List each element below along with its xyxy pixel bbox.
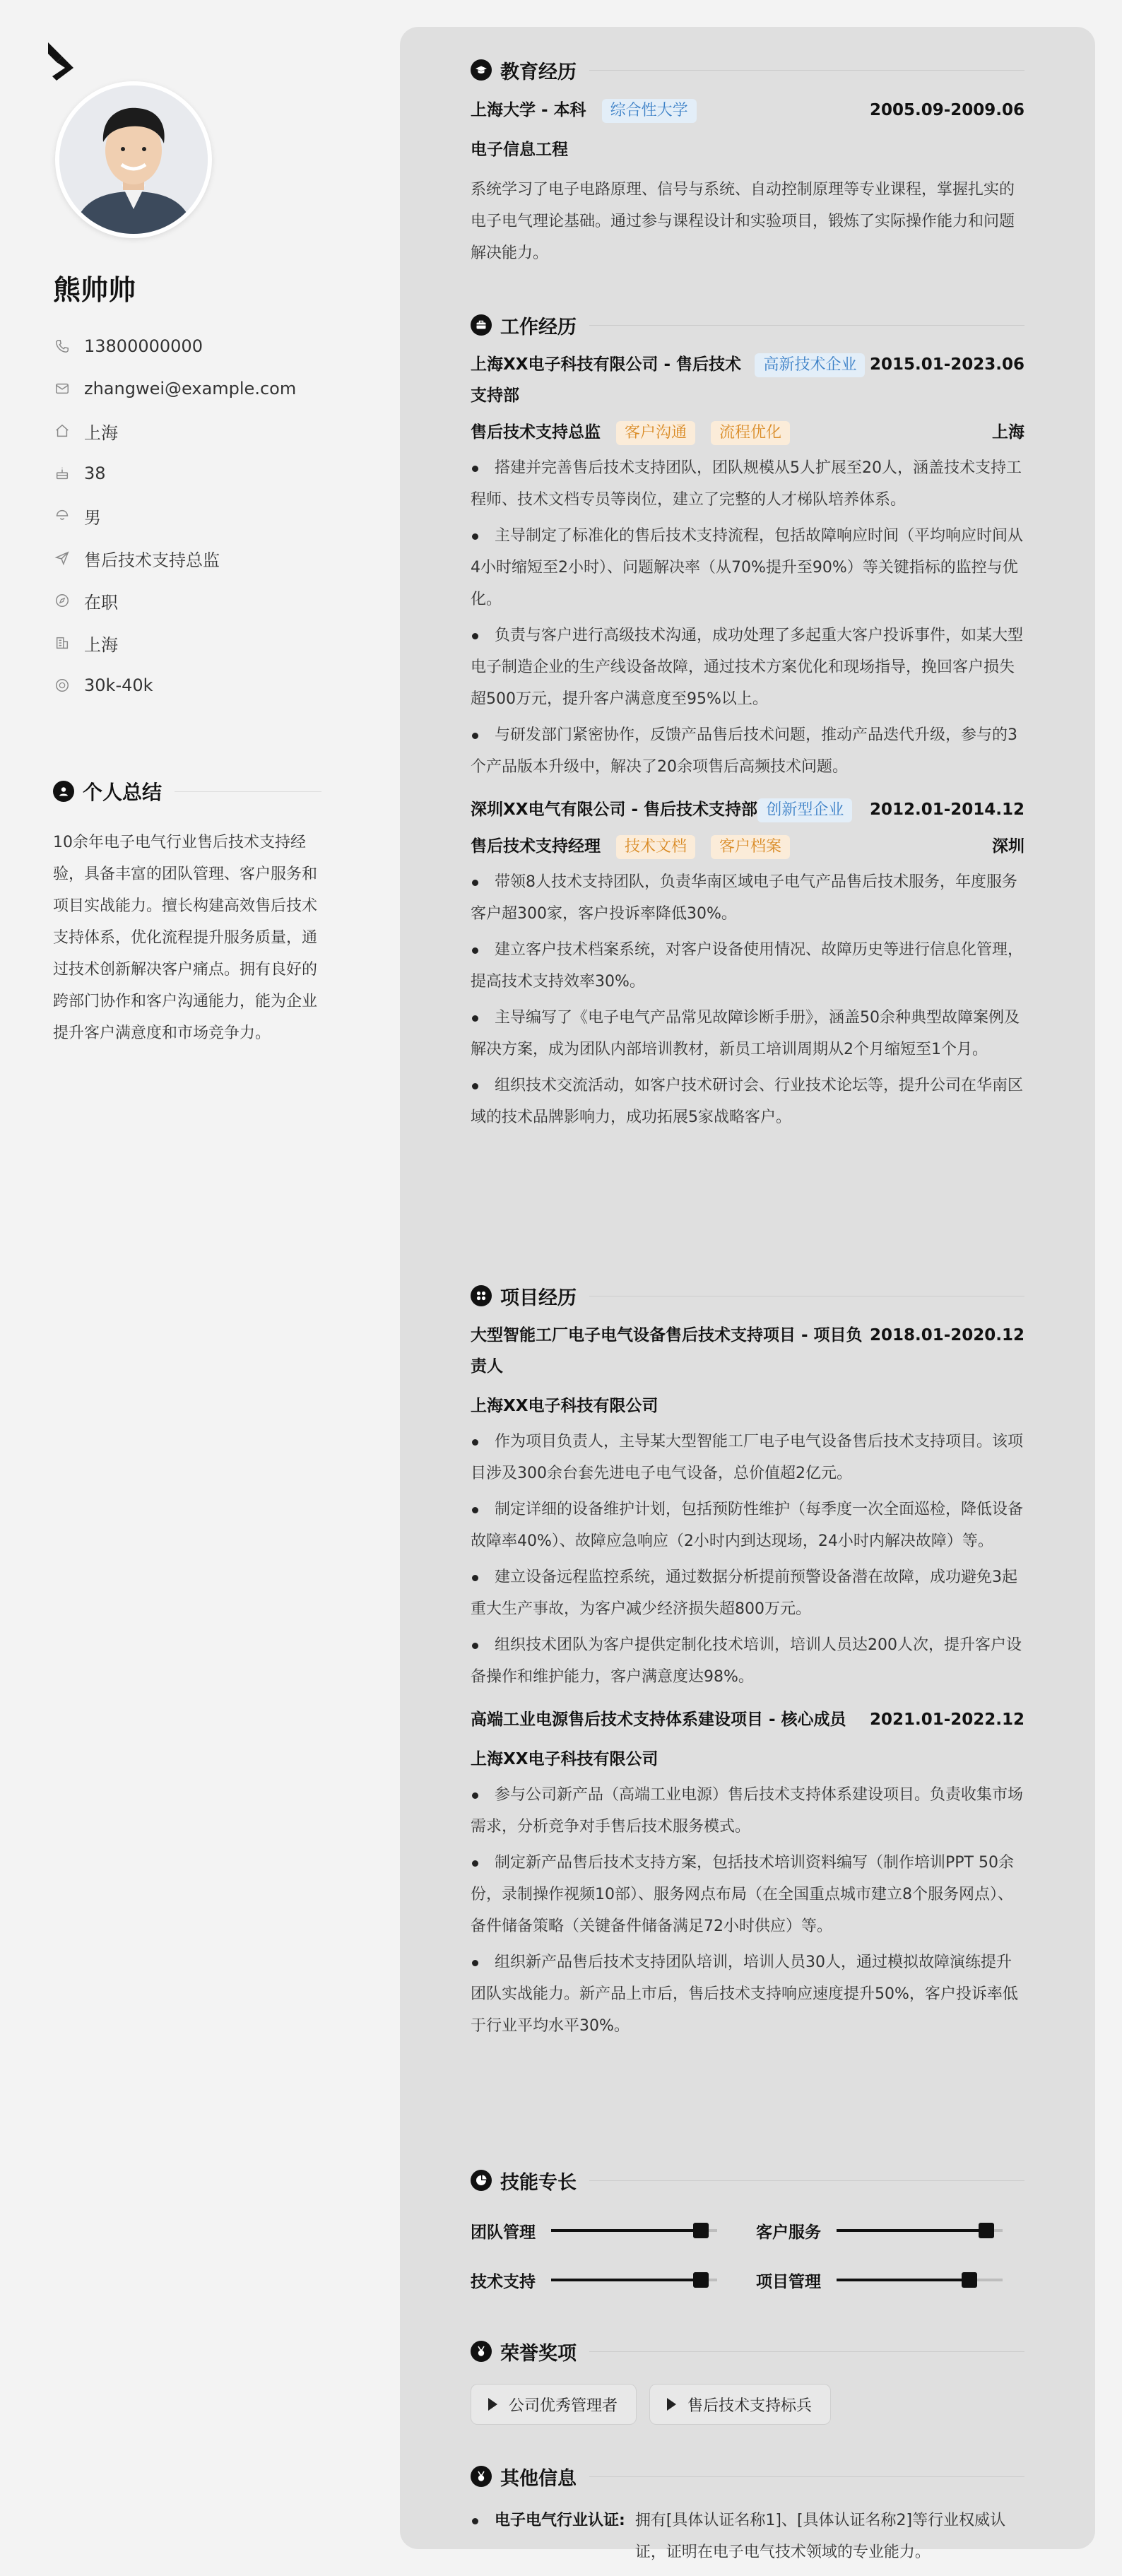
job-bullet: 负责与客户进行高级技术沟通，成功处理了多起重大客户投诉事件，如某大型电子制造企业的生产线设备故障，通过技术方案优化和现场指导，挽回客户损失超500万元，提升客户满意度至95%以上。 xyxy=(471,620,1024,715)
job-bullet: 组织技术交流活动，如客户技术研讨会、行业技术论坛等，提升公司在华南区域的技术品牌影响力，成功拓展5家战略客户。 xyxy=(471,1070,1024,1133)
info-status xyxy=(53,579,350,622)
briefcase-icon xyxy=(471,314,492,336)
sidebar xyxy=(0,0,374,2576)
other-key: 电子电气行业认证: xyxy=(471,2505,625,2568)
skills-divider xyxy=(589,2180,1024,2181)
job-bullet: 搭建并完善售后技术支持团队，团队规模从5人扩展至20人，涵盖技术支持工程师、技术文档专员等岗位，建立了完整的人才梯队培养体系。 xyxy=(471,452,1024,516)
city-value: 上海 xyxy=(84,634,118,655)
project-bullets xyxy=(471,1426,1024,1693)
education-heading xyxy=(471,56,1024,84)
project-bullet: 建立设备远程监控系统，通过数据分析提前预警设备潜在故障，成功避免3起重大生产事故，为客户减少经济损失超800万元。 xyxy=(471,1561,1024,1625)
skills-grid xyxy=(471,2206,1024,2305)
job-bullets xyxy=(471,866,1024,1133)
send-icon xyxy=(53,549,71,567)
cake-icon xyxy=(53,464,71,483)
job-city: 深圳 xyxy=(992,837,1024,856)
salary-value: 30k-40k xyxy=(84,675,153,695)
job-bullet: 与研发部门紧密协作，反馈产品售后技术问题，推动产品迭代升级，参与的3个产品版本升级中，解决了20余项售后高频技术问题。 xyxy=(471,719,1024,783)
skill-knob xyxy=(962,2272,977,2288)
project-bullet: 制定新产品售后技术支持方案，包括技术培训资料编写（制作培训PPT 50余份，录制操作视频10部）、服务网点布局（在全国重点城市建立8个服务网点）、备件储备策略（关键备件储备满足72小时供应）等。 xyxy=(471,1847,1024,1942)
project-company: 上海XX电子科技有限公司 xyxy=(471,1750,659,1768)
job-header-row xyxy=(471,349,1024,411)
skill-bar xyxy=(837,2279,1003,2281)
skill-item xyxy=(471,2255,756,2305)
info-city xyxy=(53,622,350,664)
education-section xyxy=(471,56,1024,269)
education-desc: 系统学习了电子电路原理、信号与系统、自动控制原理等专业课程，掌握扎实的电子电气理论基础。通过参与课程设计和实验项目，锻炼了实际操作能力和问题解决能力。 xyxy=(471,181,1015,262)
phone-value: 13800000000 xyxy=(84,336,203,356)
coin-icon xyxy=(53,676,71,695)
contact-info-list xyxy=(53,325,350,707)
job-bullet: 主导编写了《电子电气产品常见故障诊断手册》，涵盖50余种典型故障案例及解决方案，成为团队内部培训教材，新员工培训周期从2个月缩短至1个月。 xyxy=(471,1002,1024,1065)
project-date: 2021.01-2022.12 xyxy=(869,1711,1024,1729)
project-bullet: 制定详细的设备维护计划，包括预防性维护（每季度一次全面巡检，降低设备故障率40%）、故障应急响应（2小时内到达现场，24小时内解决故障）等。 xyxy=(471,1494,1024,1557)
project-bullets xyxy=(471,1779,1024,2042)
work-heading xyxy=(471,311,1024,339)
awards-heading xyxy=(471,2337,1024,2365)
user-cap-icon xyxy=(53,507,71,525)
avatar xyxy=(55,81,212,238)
flag-icon xyxy=(471,2466,492,2487)
job-skill-tag: 技术文档 xyxy=(616,835,695,859)
candidate-name: 熊帅帅 xyxy=(53,275,136,307)
awards-list xyxy=(471,2384,1024,2425)
info-email xyxy=(53,367,350,410)
job-skill-tag: 流程优化 xyxy=(711,421,790,445)
skill-knob xyxy=(693,2223,709,2238)
medal-icon xyxy=(471,2341,492,2362)
skill-item xyxy=(471,2206,756,2255)
other-heading xyxy=(471,2462,1024,2491)
info-gender xyxy=(53,495,350,537)
other-section xyxy=(471,2462,1024,2568)
job-position-row xyxy=(471,831,1024,862)
project-entry xyxy=(471,1320,1024,1693)
skill-bar xyxy=(551,2279,717,2281)
info-salary xyxy=(53,664,350,707)
summary-divider xyxy=(175,791,321,792)
project-bullet: 作为项目负责人，主导某大型智能工厂电子电气设备售后技术支持项目。该项目涉及300余台套先进电子电气设备，总价值超2亿元。 xyxy=(471,1426,1024,1489)
job-bullet: 建立客户技术档案系统，对客户设备使用情况、故障历史等进行信息化管理，提高技术支持效率30%。 xyxy=(471,934,1024,998)
work-divider xyxy=(589,325,1024,326)
other-value: 拥有[具体认证名称1]、[具体认证名称2]等行业权威认证，证明在电子电气技术领域的专业能力。 xyxy=(634,2512,1006,2561)
job-bullet: 主导制定了标准化的售后技术支持流程，包括故障响应时间（平均响应时间从4小时缩短至2小时）、问题解决率（从70%提升至90%）等关键指标的监控与优化。 xyxy=(471,520,1024,615)
projects-heading xyxy=(471,1282,1024,1310)
info-age xyxy=(53,452,350,495)
job-skill-tag: 客户档案 xyxy=(711,835,790,859)
education-date: 2005.09-2009.06 xyxy=(869,101,1024,119)
age-value: 38 xyxy=(84,463,106,483)
skills-heading xyxy=(471,2166,1024,2194)
skill-name: 客户服务 xyxy=(756,2223,821,2242)
mail-icon xyxy=(53,379,71,398)
skill-fill xyxy=(837,2229,986,2232)
job-company-tag: 创新型企业 xyxy=(757,798,852,822)
job-position: 售后技术支持经理 xyxy=(471,837,601,856)
chart-pie-icon xyxy=(471,2170,492,2191)
award-chip xyxy=(471,2384,637,2425)
job-bullet: 带领8人技术支持团队，负责华南区域电子电气产品售后技术服务，年度服务客户超300家，客户投诉率降低30%。 xyxy=(471,866,1024,930)
project-name: 高端工业电源售后技术支持体系建设项目 - 核心成员 xyxy=(471,1711,846,1729)
skill-bar xyxy=(837,2229,1003,2232)
skills-section xyxy=(471,2166,1024,2305)
job-company: 上海XX电子科技有限公司 - 售后技术支持部 xyxy=(471,355,742,405)
job-entry xyxy=(471,349,1024,783)
project-name: 大型智能工厂电子电气设备售后技术支持项目 - 项目负责人 xyxy=(471,1326,863,1376)
job-tag-wrap xyxy=(757,794,870,822)
skill-item xyxy=(756,2255,1024,2305)
project-header-row xyxy=(471,1320,1024,1382)
home-icon xyxy=(53,422,71,440)
play-icon xyxy=(488,2398,497,2411)
resume-main-card xyxy=(400,27,1095,2561)
play-icon xyxy=(667,2398,676,2411)
awards-divider xyxy=(589,2351,1024,2352)
other-row xyxy=(471,2505,1024,2568)
location-value: 上海 xyxy=(84,423,118,443)
job-tag-wrap xyxy=(755,349,868,377)
awards-section xyxy=(471,2337,1024,2425)
project-date: 2018.01-2020.12 xyxy=(869,1326,1024,1345)
job-company: 深圳XX电气有限公司 - 售后技术支持部 xyxy=(471,800,758,819)
work-title: 工作经历 xyxy=(500,316,577,338)
other-title: 其他信息 xyxy=(500,2467,577,2490)
phone-icon xyxy=(53,337,71,355)
awards-title: 荣誉奖项 xyxy=(500,2342,577,2365)
projects-title: 项目经历 xyxy=(500,1287,577,1309)
skill-name: 团队管理 xyxy=(471,2223,536,2242)
position-value: 售后技术支持总监 xyxy=(84,550,220,570)
education-tag: 综合性大学 xyxy=(602,99,697,123)
education-divider xyxy=(589,70,1024,71)
job-date: 2012.01-2014.12 xyxy=(869,800,1024,819)
grid-icon xyxy=(471,1285,492,1306)
summary-text: 10余年电子电气行业售后技术支持经验，具备丰富的团队管理、客户服务和项目实战能力。擅长构建高效售后技术支持体系，优化流程提升服务质量，通过技术创新解决客户痛点。拥有良好的跨部门协作和客户沟通能力，能为企业提升客户满意度和市场竞争力。 xyxy=(53,834,318,1042)
job-position-line xyxy=(471,831,790,862)
award-chip xyxy=(649,2384,831,2425)
summary-title: 个人总结 xyxy=(83,781,163,804)
award-label: 公司优秀管理者 xyxy=(509,2397,618,2415)
status-value: 在职 xyxy=(84,592,118,613)
job-city: 上海 xyxy=(992,423,1024,442)
skill-knob xyxy=(979,2223,994,2238)
job-date: 2015.01-2023.06 xyxy=(869,355,1024,374)
summary-heading xyxy=(53,777,321,805)
compass-icon xyxy=(53,591,71,610)
job-bullets xyxy=(471,452,1024,783)
project-company: 上海XX电子科技有限公司 xyxy=(471,1397,659,1415)
project-entry xyxy=(471,1704,1024,2042)
projects-section xyxy=(471,1282,1024,2042)
info-phone xyxy=(53,325,350,367)
graduation-cap-icon xyxy=(471,59,492,81)
job-skill-tag: 客户沟通 xyxy=(616,421,695,445)
award-label: 售后技术支持标兵 xyxy=(687,2397,813,2415)
skill-name: 项目管理 xyxy=(756,2272,821,2291)
skill-name: 技术支持 xyxy=(471,2272,536,2291)
skill-fill xyxy=(551,2279,701,2281)
other-divider xyxy=(589,2476,1024,2477)
education-school-line xyxy=(471,95,697,126)
skills-title: 技能专长 xyxy=(500,2171,577,2194)
email-value: zhangwei@example.com xyxy=(84,379,297,398)
job-header-row xyxy=(471,794,1024,825)
gender-value: 男 xyxy=(84,507,101,528)
project-bullet: 参与公司新产品（高端工业电源）售后技术支持体系建设项目。负责收集市场需求，分析竞争对手售后技术服务模式。 xyxy=(471,1779,1024,1843)
education-major: 电子信息工程 xyxy=(471,141,568,159)
building-icon xyxy=(53,634,71,652)
skill-fill xyxy=(837,2279,969,2281)
skill-bar xyxy=(551,2229,717,2232)
info-position xyxy=(53,537,350,579)
project-bullet: 组织新产品售后技术支持团队培训，培训人员30人，通过模拟故障演练提升团队实战能力。新产品上市后，售后技术支持响应速度提升50%，客户投诉率低于行业平均水平30%。 xyxy=(471,1946,1024,2042)
job-position-row xyxy=(471,417,1024,448)
info-location xyxy=(53,410,350,452)
avatar-portrait-icon xyxy=(59,85,208,234)
education-header-row xyxy=(471,95,1024,126)
job-entry xyxy=(471,794,1024,1133)
work-section xyxy=(471,311,1024,1133)
skill-knob xyxy=(693,2272,709,2288)
job-position-line xyxy=(471,417,790,448)
skill-fill xyxy=(551,2229,701,2232)
education-title: 教育经历 xyxy=(500,61,577,83)
logo-chevron-icon xyxy=(47,41,75,83)
project-header-row xyxy=(471,1704,1024,1735)
user-icon xyxy=(53,781,74,802)
project-bullet: 组织技术团队为客户提供定制化技术培训，培训人员达200人次，提升客户设备操作和维护能力，客户满意度达98%。 xyxy=(471,1629,1024,1693)
skill-item xyxy=(756,2206,1024,2255)
job-position: 售后技术支持总监 xyxy=(471,423,601,442)
education-school: 上海大学 - 本科 xyxy=(471,101,586,119)
job-company-tag: 高新技术企业 xyxy=(755,353,865,377)
